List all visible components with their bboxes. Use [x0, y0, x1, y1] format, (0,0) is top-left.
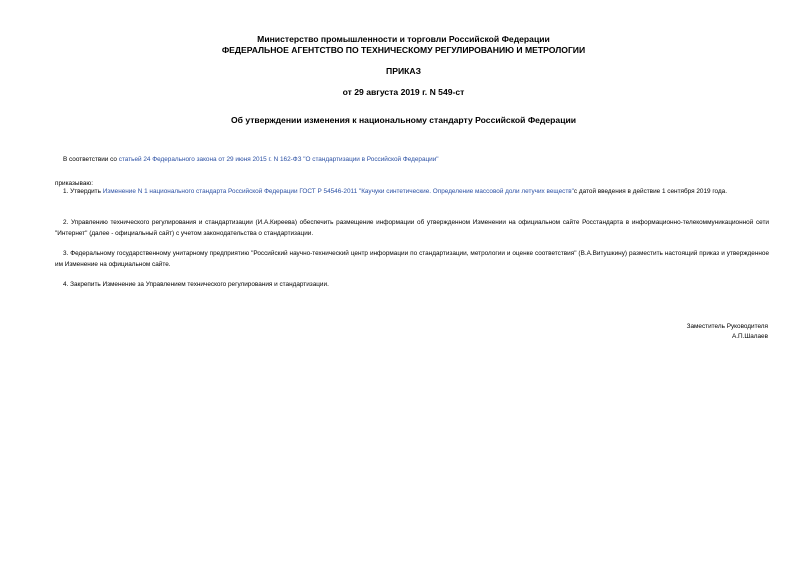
- signatory-position: Заместитель Руководителя: [686, 323, 768, 330]
- agency-heading: ФЕДЕРАЛЬНОЕ АГЕНТСТВО ПО ТЕХНИЧЕСКОМУ РЕГУЛИРОВАНИЮ И МЕТРОЛОГИИ: [221, 45, 586, 55]
- standard-amendment-link[interactable]: Изменение N 1 национального стандарта Российской Федерации ГОСТ Р 54546-2011 "Каучуки синтетические. Определение массовой доли летучих веществ": [102, 188, 574, 195]
- item1-suffix: с датой введения в действие 1 сентября 2019 года.: [573, 188, 728, 195]
- document-type: ПРИКАЗ: [386, 66, 421, 76]
- signatory-name: А.П.Шалаев: [731, 333, 768, 340]
- ministry-heading: Министерство промышленности и торговли Российской Федерации: [257, 34, 550, 44]
- preamble: [63, 155, 439, 166]
- order-item-3: 3. Федеральному государственному унитарному предприятию "Российский научно-технический центр информации по стандартизации, метрологии и оценке соответствия" (В.А.Витушкину) разместить настоящий приказ и утвержденное им Изменение на официальном сайте.: [55, 250, 769, 268]
- document-date-number: от 29 августа 2019 г. N 549-ст: [342, 87, 465, 97]
- order-item-4: 4. Закрепить Изменение за Управлением технического регулирования и стандартизации.: [63, 281, 329, 288]
- preamble-prefix: В соответствии со: [63, 156, 119, 163]
- order-item-2: 2. Управлению технического регулирования и стандартизации (И.А.Киреева) обеспечить размещение информации об утвержденном Изменении на официальном сайте Росстандарта в информационно-телекоммуникационной сети "Интернет" (далее - официальный сайт) с учетом законодательства о стандартизации.: [55, 219, 769, 237]
- order-item-1: [55, 187, 769, 198]
- document-subject: Об утверждении изменения к национальному стандарту Российской Федерации: [230, 115, 577, 125]
- item1-prefix: 1. Утвердить: [63, 188, 103, 195]
- order-word: приказываю:: [55, 180, 93, 187]
- federal-law-link[interactable]: статьей 24 Федерального закона от 29 июня 2015 г. N 162-ФЗ "О стандартизации в Российской Федерации": [118, 156, 439, 163]
